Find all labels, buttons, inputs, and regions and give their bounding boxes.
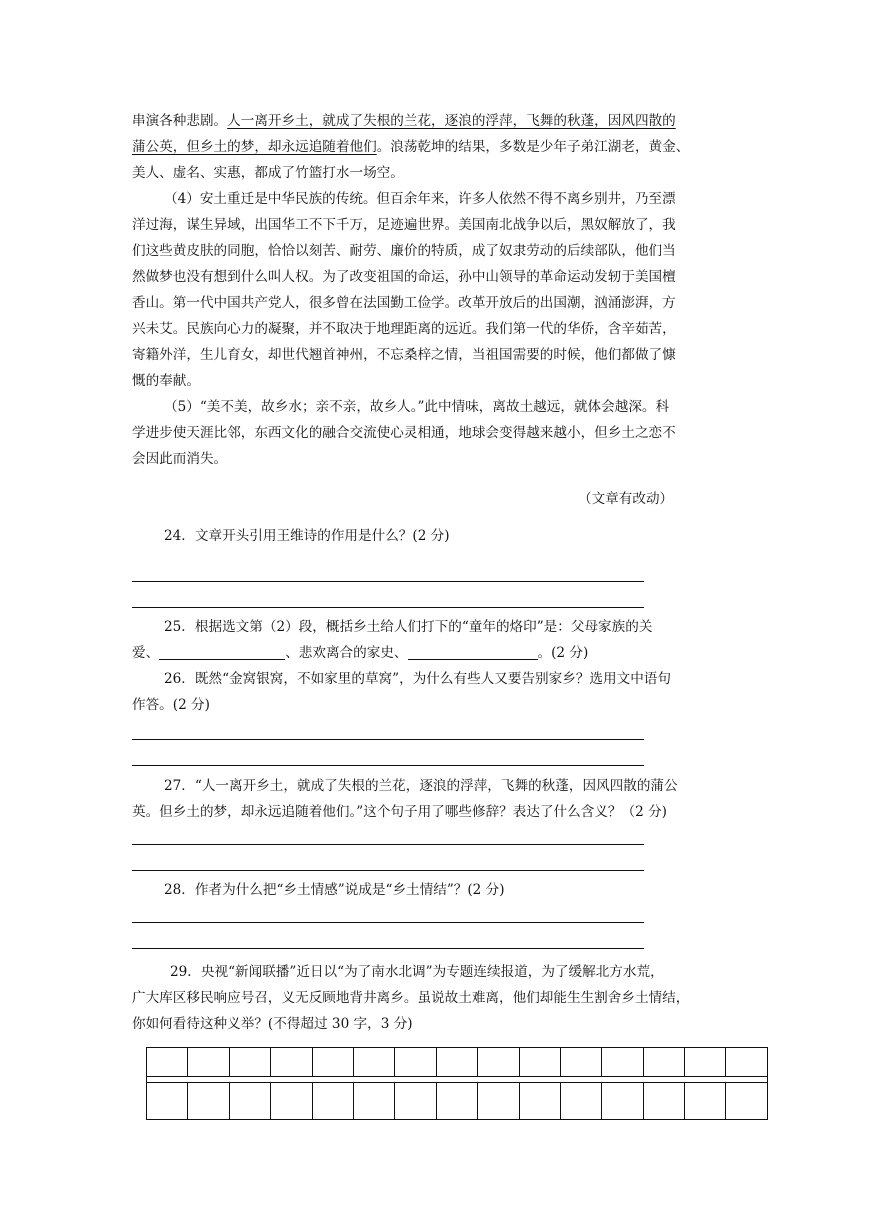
question-28: 28．作者为什么把“乡土情感”说成是“乡土情结”？(2 分) (164, 882, 505, 898)
underlined-sentence: 人一离开乡土，就成了失根的兰花，逐浪的浮萍，飞舞的秋蓬，因风四散的 (227, 113, 676, 129)
grid-cell[interactable] (147, 1048, 188, 1077)
paragraph-4-line: 慨的奉献。 (132, 373, 200, 389)
question-26: 26．既然“金窝银窝，不如家里的草窝”，为什么有些人又要告别家乡？选用文中语句 (164, 671, 671, 687)
grid-cell[interactable] (726, 1083, 768, 1120)
grid-cell[interactable] (312, 1048, 353, 1077)
answer-line[interactable] (132, 870, 644, 871)
grid-cell[interactable] (229, 1048, 270, 1077)
question-25: 25．根据选文第（2）段，概括乡土给人们打下的“童年的烙印”是：父母家族的关 (164, 619, 653, 635)
paragraph-5-line: 会因此而消失。 (132, 451, 228, 467)
question-29-line-3: 你如何看待这种义举？(不得超过 30 字，3 分) (132, 1016, 413, 1032)
question-24: 24．文章开头引用王维诗的作用是什么？(2 分) (164, 528, 450, 544)
grid-cell[interactable] (147, 1083, 188, 1120)
paragraph-4-line: 兴未艾。民族向心力的凝聚，并不取决于地理距离的远近。我们第一代的华侨，含辛茹苦， (132, 321, 676, 337)
grid-cell[interactable] (602, 1083, 643, 1120)
grid-cell[interactable] (478, 1048, 519, 1077)
grid-cell[interactable] (519, 1048, 560, 1077)
paragraph-4-line: 们这些黄皮肤的同胞，恰恰以刻苦、耐劳、廉价的特质，成了奴隶劳动的后续部队，他们当 (132, 243, 676, 259)
grid-cell[interactable] (271, 1048, 312, 1077)
grid-cell[interactable] (560, 1048, 601, 1077)
question-29-line-2: 广大库区移民响应号召，义无反顾地背井离乡。虽说故土难离，他们却能生生割舍乡土情结， (132, 990, 690, 1006)
grid-cell[interactable] (436, 1083, 477, 1120)
grid-cell[interactable] (643, 1048, 684, 1077)
answer-grid-row-2 (146, 1082, 768, 1120)
answer-line[interactable] (132, 765, 644, 766)
answer-line[interactable] (132, 607, 644, 608)
source-note: （文章有改动） (578, 491, 674, 507)
paragraph-4-line: 寄籍外洋，生儿育女，却世代翘首神州，不忘桑梓之情，当祖国需要的时候，他们都做了慷 (132, 347, 676, 363)
passage-text: 串演各种悲剧。 (132, 113, 228, 129)
grid-cell[interactable] (395, 1083, 436, 1120)
paragraph-5-line: （5）“美不美，故乡水；亲不亲，故乡人。”此中情味，离故土越远，就体会越深。科 (164, 399, 670, 415)
paragraph-4-line: 然做梦也没有想到什么叫人权。为了改变祖国的命运，孙中山领导的革命运动发轫于美国檀 (132, 269, 676, 285)
question-27-line-2: 英。但乡土的梦，却永远追随着他们。”这个句子用了哪些修辞？表达了什么含义？（2 分) (132, 804, 667, 820)
grid-cell[interactable] (229, 1083, 270, 1120)
answer-line[interactable] (132, 581, 644, 582)
question-26-line-2: 作答。(2 分) (132, 697, 210, 713)
answer-grid-row-1 (146, 1047, 768, 1077)
grid-cell[interactable] (188, 1048, 229, 1077)
grid-cell[interactable] (519, 1083, 560, 1120)
answer-line[interactable] (132, 922, 644, 923)
paragraph-4-line: 洋过海，谋生异域，出国华工不下千万，足迹遍世界。美国南北战争以后，黑奴解放了，我 (132, 217, 676, 233)
passage-line: 美人、虚名、实惠，都成了竹篮打水一场空。 (132, 165, 404, 181)
grid-cell[interactable] (478, 1083, 519, 1120)
paragraph-4-line: 香山。第一代中国共产党人，很多曾在法国勤工俭学。改革开放后的出国潮，汹涌澎湃，方 (132, 295, 676, 311)
grid-cell[interactable] (560, 1083, 601, 1120)
answer-line[interactable] (132, 844, 644, 845)
grid-cell[interactable] (271, 1083, 312, 1120)
passage-text: 。浪荡乾坤的结果，多数是少年子弟江湖老，黄金、 (376, 139, 690, 155)
question-29: 29．央视“新闻联播”近日以“为了南水北调”为专题连续报道，为了缓解北方水荒， (170, 964, 664, 980)
answer-line[interactable] (132, 948, 644, 949)
passage-line (132, 108, 738, 134)
grid-cell[interactable] (643, 1083, 684, 1120)
grid-cell[interactable] (353, 1083, 394, 1120)
grid-cell[interactable] (436, 1048, 477, 1077)
grid-cell[interactable] (353, 1048, 394, 1077)
grid-cell[interactable] (188, 1083, 229, 1120)
underlined-sentence: 蒲公英，但乡土的梦，却永远追随着他们 (132, 139, 377, 155)
paragraph-5-line: 学进步使天涯比邻，东西文化的融合交流使心灵相通，地球会变得越来越小，但乡土之恋不 (132, 425, 676, 441)
grid-cell[interactable] (726, 1048, 768, 1077)
fill-blank-1[interactable] (159, 643, 285, 660)
grid-cell[interactable] (395, 1048, 436, 1077)
grid-cell[interactable] (312, 1083, 353, 1120)
grid-cell[interactable] (602, 1048, 643, 1077)
grid-cell[interactable] (685, 1083, 726, 1120)
passage-line (132, 134, 738, 160)
question-25-line-2: 爱、 、悲欢离合的家史、 。(2 分) (132, 645, 589, 661)
answer-line[interactable] (132, 739, 644, 740)
grid-cell[interactable] (685, 1048, 726, 1077)
question-27: 27．“人一离开乡土，就成了失根的兰花，逐浪的浮萍，飞舞的秋蓬，因风四散的蒲公 (164, 778, 678, 794)
fill-blank-2[interactable] (408, 643, 538, 660)
paragraph-4-line: （4）安土重迁是中华民族的传统。但百余年来，许多人依然不得不离乡别井，乃至漂 (164, 191, 676, 207)
